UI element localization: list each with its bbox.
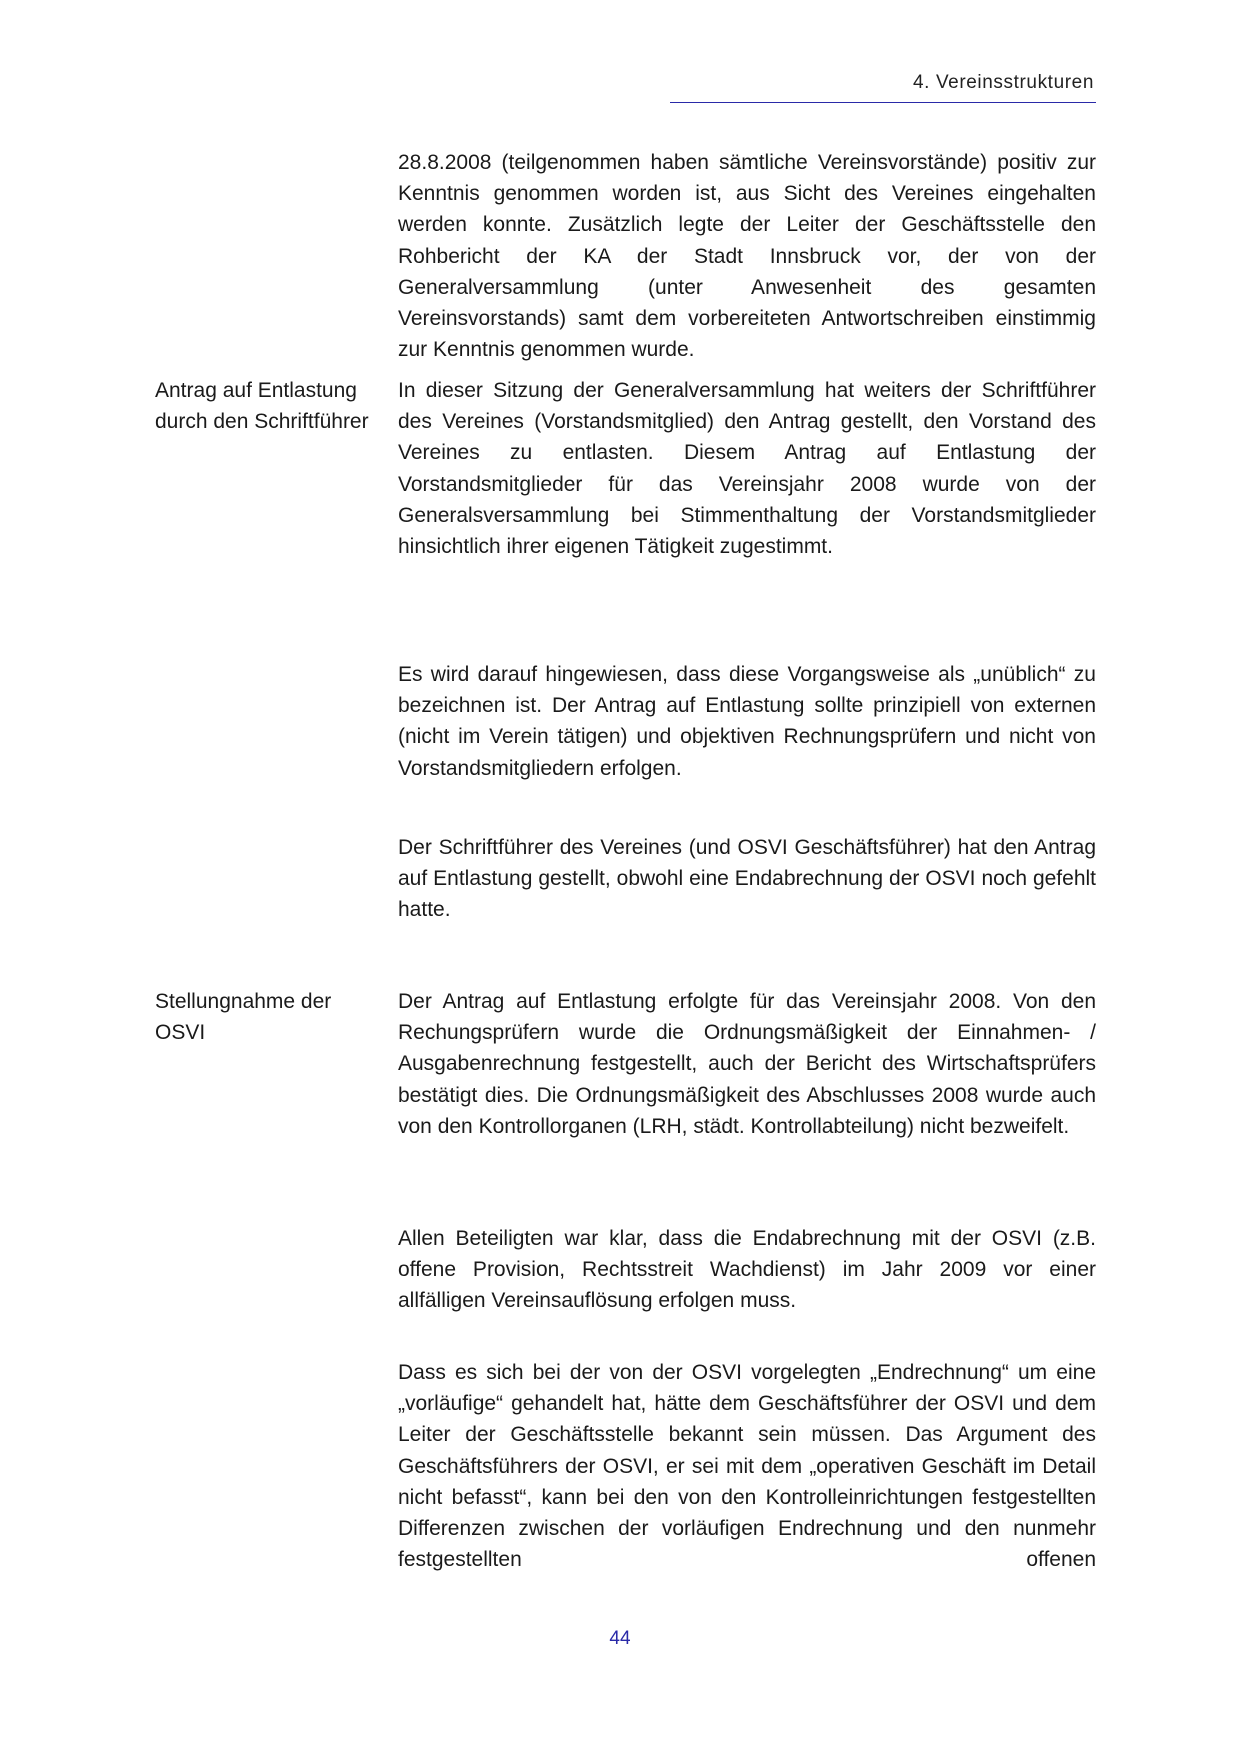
body-paragraph: 28.8.2008 (teilgenommen haben sämtliche Vereinsvorstände) positiv zur Kenntnis genommen worden ist, aus Sicht des Vereines eingehalten werden konnte. Zusätzlich legte der Leiter der Geschäftsstelle den Rohbericht der KA der Stadt Innsbruck vor, der von der Generalversammlung (unter Anwesenheit des gesamten Vereinsvorstands) samt dem vorbereiteten Antwortschreiben einstimmig zur Kenntnis genommen wurde. <box>398 151 1096 362</box>
body-paragraph: Allen Beteiligten war klar, dass die Endabrechnung mit der OSVI (z.B. offene Provision, Rechtsstreit Wachdienst) im Jahr 2009 vor einer allfälligen Vereinsauflösung erfolgen muss. <box>398 1227 1096 1313</box>
body-paragraph: In dieser Sitzung der Generalversammlung hat weiters der Schriftführer des Vereines (Vorstandsmitglied) den Antrag gestellt, den Vorstand des Vereines zu entlasten. Diesem Antrag auf Entlastung der Vorstandsmitglieder für das Vereinsjahr 2008 wurde von der Generalsversammlung bei Stimmenthaltung der Vorstandsmitglieder hinsichtlich ihrer eigenen Tätigkeit zugestimmt. <box>398 379 1096 559</box>
running-header <box>670 72 1096 103</box>
margin-note-stellungnahme: Stellungnahme der OSVI <box>155 990 332 1045</box>
chapter-title: 4. Vereinsstrukturen <box>913 72 1094 93</box>
body-paragraph: Es wird darauf hingewiesen, dass diese Vorgangsweise als „unüblich“ zu bezeichnen ist. Der Antrag auf Entlastung sollte prinzipiell von externen (nicht im Verein tätigen) und objektiven Rechnungsprüfern und nicht von Vorstandsmitgliedern erfolgen. <box>398 663 1096 780</box>
body-paragraph: Der Antrag auf Entlastung erfolgte für das Vereinsjahr 2008. Von den Rechungsprüfern wurde die Ordnungsmäßigkeit der Einnahmen- / Ausgabenrechnung festgestellt, auch der Bericht des Wirtschaftsprüfers bestätigt dies. Die Ordnungsmäßigkeit des Abschlusses 2008 wurde auch von den Kontrollorganen (LRH, städt. Kontrollabteilung) nicht bezweifelt. <box>398 990 1096 1138</box>
page-number: 44 <box>609 1628 631 1649</box>
margin-note-entlastung: Antrag auf Entlastung durch den Schriftführer <box>155 379 369 434</box>
body-paragraph: Der Schriftführer des Vereines (und OSVI Geschäftsführer) hat den Antrag auf Entlastung gestellt, obwohl eine Endabrechnung der OSVI noch gefehlt hatte. <box>398 836 1096 922</box>
body-paragraph: Dass es sich bei der von der OSVI vorgelegten „Endrechnung“ um eine „vorläufige“ gehandelt hat, hätte dem Geschäftsführer der OSVI und dem Leiter der Geschäftsstelle bekannt sein müssen. Das Argument des Geschäftsführers der OSVI, er sei mit dem „operativen Geschäft im Detail nicht befasst“, kann bei den von den Kontrolleinrichtungen festgestellten Differenzen zwischen der vorläufigen Endrechnung und den nunmehr festgestellten offenen <box>398 1361 1096 1572</box>
